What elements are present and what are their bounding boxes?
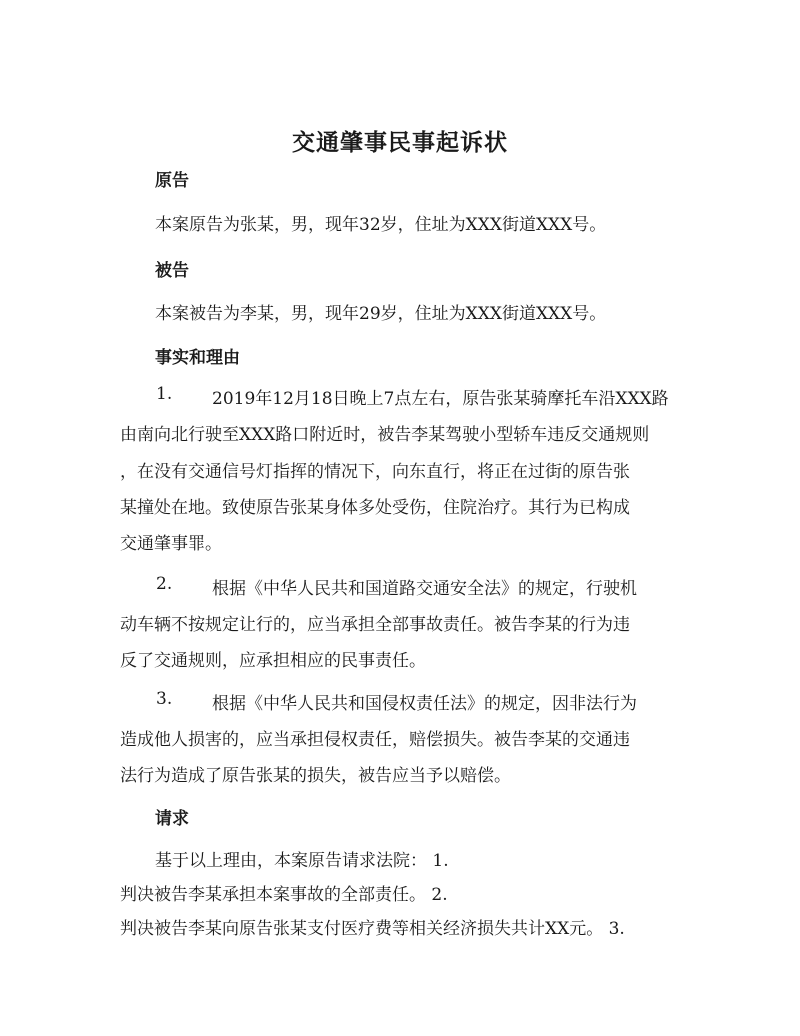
facts-item-1-line: 2019年12月18日晚上7点左右，原告张某骑摩托车沿XXX路 — [212, 389, 669, 409]
plaintiff-heading: 原告 — [155, 171, 189, 191]
facts-item-1-line: 由南向北行驶至XXX路口附近时，被告李某驾驶小型轿车违反交通规则 — [120, 425, 650, 445]
facts-item-1-line: 某撞处在地。致使原告张某身体多处受伤，住院治疗。其行为已构成 — [120, 498, 630, 518]
facts-heading: 事实和理由 — [155, 348, 240, 368]
facts-item-3-line: 法行为造成了原告张某的损失，被告应当予以赔偿。 — [120, 766, 511, 786]
request-line: 判决被告李某向原告张某支付医疗费等相关经济损失共计XX元。 3. — [120, 919, 625, 939]
document-title: 交通肇事民事起诉状 — [292, 129, 508, 156]
request-intro: 基于以上理由，本案原告请求法院： 1. — [155, 851, 449, 871]
facts-item-2-line: 根据《中华人民共和国道路交通安全法》的规定，行驶机 — [212, 579, 637, 599]
facts-item-1-line: ，在没有交通信号灯指挥的情况下，向东直行，将正在过街的原告张 — [120, 462, 630, 482]
facts-item-3-line: 造成他人损害的，应当承担侵权责任，赔偿损失。被告李某的交通违 — [120, 730, 630, 750]
facts-item-2-line: 反了交通规则，应承担相应的民事责任。 — [120, 651, 426, 671]
plaintiff-text: 本案原告为张某，男，现年32岁，住址为XXX街道XXX号。 — [155, 215, 607, 235]
request-line: 判决被告李某承担本案事故的全部责任。 2. — [120, 885, 448, 905]
facts-item-1-line: 交通肇事罪。 — [120, 534, 222, 554]
facts-item-2-number: 2. — [156, 574, 173, 594]
facts-item-2-line: 动车辆不按规定让行的，应当承担全部事故责任。被告李某的行为违 — [120, 615, 630, 635]
facts-item-3-number: 3. — [156, 689, 173, 709]
request-heading: 请求 — [155, 809, 189, 829]
facts-item-1-number: 1. — [156, 384, 173, 404]
defendant-text: 本案被告为李某，男，现年29岁，住址为XXX街道XXX号。 — [155, 304, 607, 324]
defendant-heading: 被告 — [155, 261, 189, 281]
facts-item-3-line: 根据《中华人民共和国侵权责任法》的规定，因非法行为 — [212, 694, 637, 714]
